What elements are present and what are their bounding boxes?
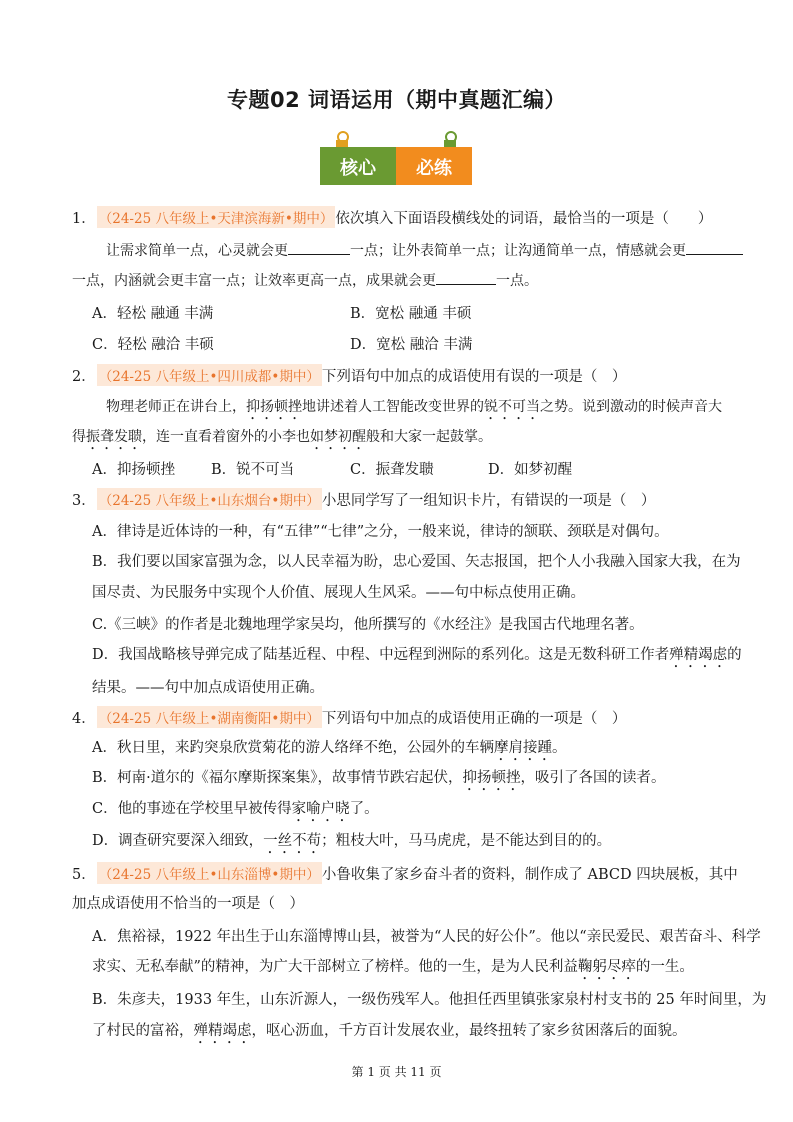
- passage-text: 得: [72, 429, 86, 445]
- option-text: B．柯南·道尔的《福尔摩斯探案集》，故事情节跌宕起伏，: [92, 770, 463, 786]
- question-5: [72, 862, 738, 884]
- question-number: 3．: [72, 493, 96, 509]
- passage-line: [106, 240, 743, 260]
- source-tag: （24-25 八年级上•天津滨海新•期中）: [97, 206, 336, 228]
- question-number: 1．: [72, 211, 96, 227]
- option-b: B．我们要以国家富强为念，以人民幸福为盼，忠心爱国、矢志报国，把个人小我融入国家大我，在为: [92, 554, 741, 570]
- option-text: C．他的事迹在学校里早被传得: [92, 801, 292, 817]
- option-b: B．宽松 融通 丰硕: [350, 306, 472, 322]
- page-footer: 第 1 页 共 11 页: [351, 1065, 442, 1079]
- option-text: 了。: [349, 801, 379, 817]
- dotted-idiom: 殚精竭虑: [669, 647, 728, 663]
- option-d-cont: 结果。——句中加点成语使用正确。: [92, 680, 324, 696]
- option-a: A．律诗是近体诗的一种，有“五律”“七律”之分，一般来说，律诗的颔联、颈联是对偶句。: [92, 524, 669, 540]
- blank: [686, 240, 743, 255]
- option-c: C．轻松 融洽 丰硕: [92, 337, 214, 353]
- passage-text: 般和大家一起鼓掌。: [366, 429, 492, 445]
- passage-text: 一点。: [496, 273, 538, 289]
- source-tag: （24-25 八年级上•湖南衡阳•期中）: [97, 706, 322, 728]
- dotted-idiom: 振聋发聩: [86, 429, 142, 445]
- option-c: C．振聋发聩: [350, 462, 434, 478]
- option-text: ，吸引了各国的读者。: [520, 770, 666, 786]
- passage-text: 一点，内涵就会更丰富一点；让效率更高一点，成果就会更: [72, 273, 436, 289]
- option-a: A．轻松 融通 丰满: [92, 306, 214, 322]
- option-a: A．抑扬顿挫: [92, 462, 175, 478]
- passage-line: [72, 426, 492, 453]
- option-b-cont: 国尽责、为民服务中实现个人价值、展现人生风采。——句中标点使用正确。: [92, 585, 585, 601]
- blank: [288, 240, 350, 255]
- passage-text: 地讲述着人工智能改变世界的: [302, 399, 484, 415]
- dotted-idiom: 如梦初醒: [310, 429, 366, 445]
- dotted-idiom: 摩肩接踵: [493, 740, 552, 756]
- option-c: [92, 797, 379, 825]
- option-text: ；粗枝大叶，马马虎虎，是不能达到目的的。: [321, 833, 612, 849]
- question-1: [72, 206, 712, 228]
- question-3: [72, 488, 655, 510]
- source-tag: （24-25 八年级上•山东淄博•期中）: [97, 862, 322, 884]
- banner-right: [396, 147, 472, 185]
- option-text: 的一生。: [635, 959, 694, 975]
- dotted-idiom: 抑扬顿挫: [462, 770, 521, 786]
- question-number: 2．: [72, 369, 96, 385]
- option-text: 了村民的富裕，: [92, 1023, 194, 1039]
- passage-text: 一点；让外表简单一点；让沟通简单一点，情感就会更: [350, 243, 686, 259]
- option-text: D．我国战略核导弹完成了陆基近程、中程、中远程到洲际的系列化。这是无数科研工作者: [92, 647, 670, 663]
- question-stem: 依次填入下面语段横线处的词语，最恰当的一项是（ ）: [335, 211, 713, 227]
- passage-text: 让需求简单一点，心灵就会更: [106, 243, 288, 259]
- option-text: 求实、无私奉献”的精神，为广大干部树立了榜样。他的一生，是为人民利益: [92, 959, 578, 975]
- source-tag: （24-25 八年级上•山东烟台•期中）: [97, 488, 322, 510]
- option-a: [92, 736, 566, 764]
- option-d: [92, 643, 742, 671]
- dotted-idiom: 抑扬顿挫: [246, 399, 302, 415]
- option-a: A．焦裕禄，1922 年出生于山东淄博博山县，被誉为“人民的好公仆”。他以“亲民爱民、艰苦奋斗、科学: [92, 929, 761, 945]
- question-2: [72, 364, 626, 386]
- option-b: B．朱彦夫，1933 年生，山东沂源人，一级伤残军人。他担任西里镇张家泉村村支书的 25 年时间里，为: [92, 992, 767, 1008]
- question-stem: 小思同学写了一组知识卡片，有错误的一项是（ ）: [321, 493, 656, 509]
- option-c: C.《三峡》的作者是北魏地理学家吴均，他所撰写的《水经注》是我国古代地理名著。: [92, 617, 644, 633]
- dotted-idiom: 一丝不苟: [263, 833, 322, 849]
- option-d: D．如梦初醒: [488, 462, 573, 478]
- banner-left: [320, 147, 396, 185]
- banner-left-label: 核心: [340, 158, 376, 179]
- blank: [436, 270, 496, 285]
- passage-text: 之势。说到激动的时候声音大: [540, 399, 722, 415]
- page-title: 专题02 词语运用（期中真题汇编）: [226, 88, 567, 112]
- option-text: ，呕心沥血，千方百计发展农业，最终扭转了家乡贫困落后的面貌。: [251, 1023, 687, 1039]
- banner-right-label: 必练: [416, 158, 452, 179]
- option-d: [92, 829, 611, 857]
- dotted-idiom: 殚精竭虑: [193, 1023, 252, 1039]
- option-a-cont: [92, 955, 694, 983]
- question-stem: 下列语句中加点的成语使用正确的一项是（ ）: [321, 711, 627, 727]
- option-b: B．锐不可当: [211, 462, 295, 478]
- question-stem: 下列语句中加点的成语使用有误的一项是（ ）: [321, 369, 627, 385]
- question-4: [72, 706, 626, 728]
- option-text: A．秋日里，来趵突泉欣赏菊花的游人络绎不绝，公园外的车辆: [92, 740, 494, 756]
- dotted-idiom: 鞠躬尽瘁: [577, 959, 636, 975]
- passage-line: [106, 396, 722, 423]
- question-number: 5．: [72, 867, 96, 883]
- option-d: D．宽松 融洽 丰满: [350, 337, 473, 353]
- option-b: [92, 766, 666, 794]
- source-tag: （24-25 八年级上•四川成都•期中）: [97, 364, 322, 386]
- option-text: 。: [551, 740, 567, 756]
- option-text: 的: [727, 647, 742, 663]
- passage-line: [72, 270, 538, 290]
- section-banner: [320, 131, 472, 187]
- dotted-idiom: 家喻户晓: [291, 801, 350, 817]
- passage-text: 物理老师正在讲台上，: [106, 399, 246, 415]
- dotted-idiom: 锐不可当: [484, 399, 540, 415]
- option-text: D．调查研究要深入细致，: [92, 833, 264, 849]
- passage-text: ，连一直看着窗外的小李也: [142, 429, 310, 445]
- question-stem-cont: 加点成语使用不恰当的一项是（ ）: [72, 896, 304, 912]
- option-b-cont: [92, 1019, 687, 1047]
- question-stem: 小鲁收集了家乡奋斗者的资料，制作成了 ABCD 四块展板，其中: [321, 867, 738, 883]
- question-number: 4．: [72, 711, 96, 727]
